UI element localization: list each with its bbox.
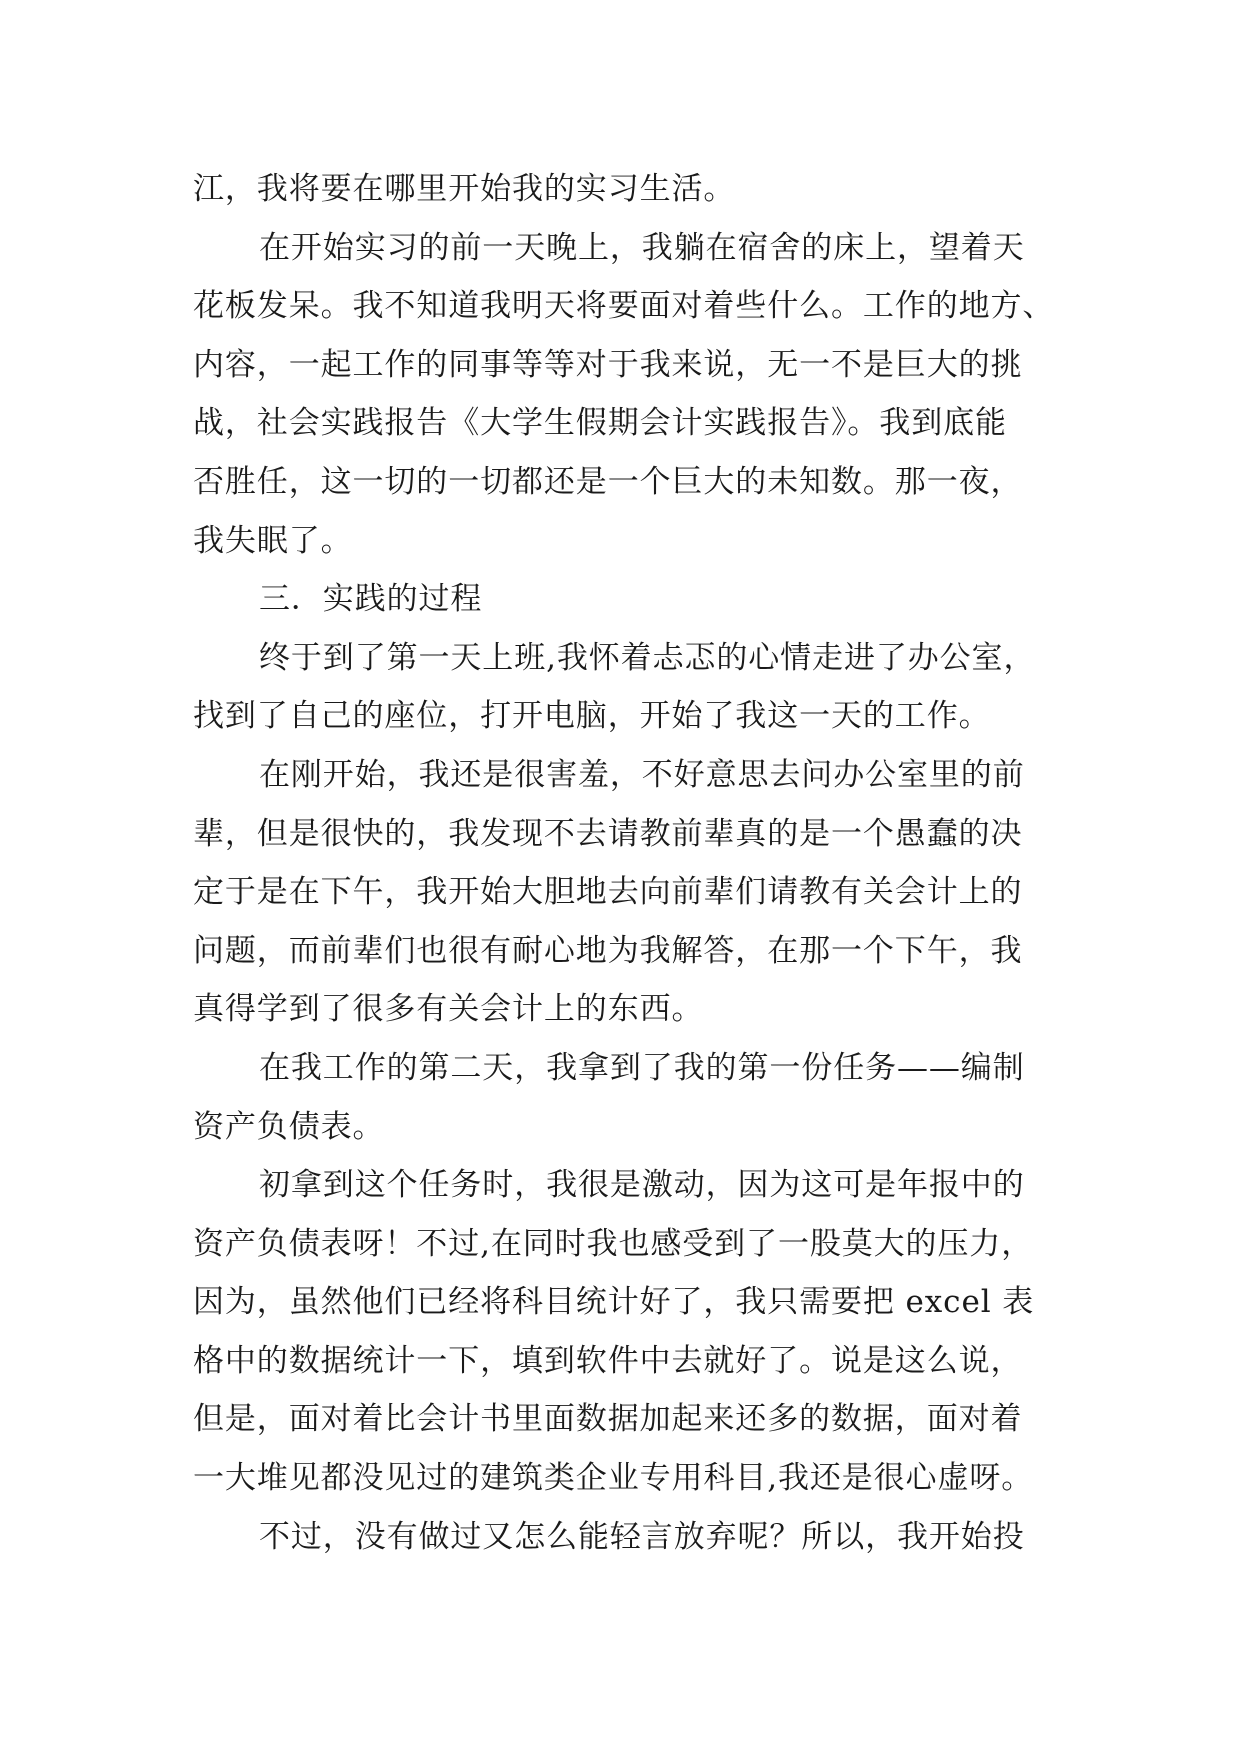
text-line: 但是，面对着比会计书里面数据加起来还多的数据，面对着: [193, 1401, 1023, 1438]
text-line: 我失眠了。: [193, 522, 353, 559]
text-line: 初拿到这个任务时，我很是激动，因为这可是年报中的: [259, 1167, 1025, 1204]
text-line: 定于是在下午，我开始大胆地去向前辈们请教有关会计上的: [193, 874, 1023, 911]
text-line: 在开始实习的前一天晚上，我躺在宿舍的床上，望着天: [259, 229, 1025, 266]
text-line: 资产负债表。: [193, 1108, 385, 1145]
text-line: 资产负债表呀！不过,在同时我也感受到了一股莫大的压力，: [193, 1225, 1034, 1262]
text-line: 不过，没有做过又怎么能轻言放弃呢？所以，我开始投: [259, 1518, 1025, 1555]
text-line: 一大堆见都没见过的建筑类企业专用科目,我还是很心虚呀。: [193, 1460, 1034, 1497]
body-text: [193, 160, 1053, 1566]
text-line: 真得学到了很多有关会计上的东西。: [193, 991, 704, 1028]
text-line: 终于到了第一天上班,我怀着忐忑的心情走进了办公室，: [259, 639, 1036, 676]
text-line: 因为，虽然他们已经将科目统计好了，我只需要把 excel 表: [193, 1284, 1035, 1321]
text-line: 三．实践的过程: [259, 581, 483, 618]
text-line: 格中的数据统计一下，填到软件中去就好了。说是这么说，: [193, 1342, 1023, 1379]
text-line: 找到了自己的座位，打开电脑，开始了我这一天的工作。: [193, 698, 991, 735]
text-line: 否胜任，这一切的一切都还是一个巨大的未知数。那一夜，: [193, 463, 1023, 500]
text-line: 江，我将要在哪里开始我的实习生活。: [193, 171, 736, 207]
text-line: 在刚开始，我还是很害羞，不好意思去问办公室里的前: [259, 756, 1025, 793]
text-line: 辈，但是很快的，我发现不去请教前辈真的是一个愚蠢的决: [193, 815, 1023, 852]
text-line: 在我工作的第二天，我拿到了我的第一份任务——编制: [259, 1049, 1025, 1086]
text-line: 问题，而前辈们也很有耐心地为我解答，在那一个下午，我: [193, 932, 1023, 969]
text-line: 内容，一起工作的同事等等对于我来说，无一不是巨大的挑: [193, 346, 1023, 383]
text-line: 战，社会实践报告《大学生假期会计实践报告》。我到底能: [193, 405, 1007, 442]
text-line: 花板发呆。我不知道我明天将要面对着些什么。工作的地方、: [193, 288, 1055, 325]
